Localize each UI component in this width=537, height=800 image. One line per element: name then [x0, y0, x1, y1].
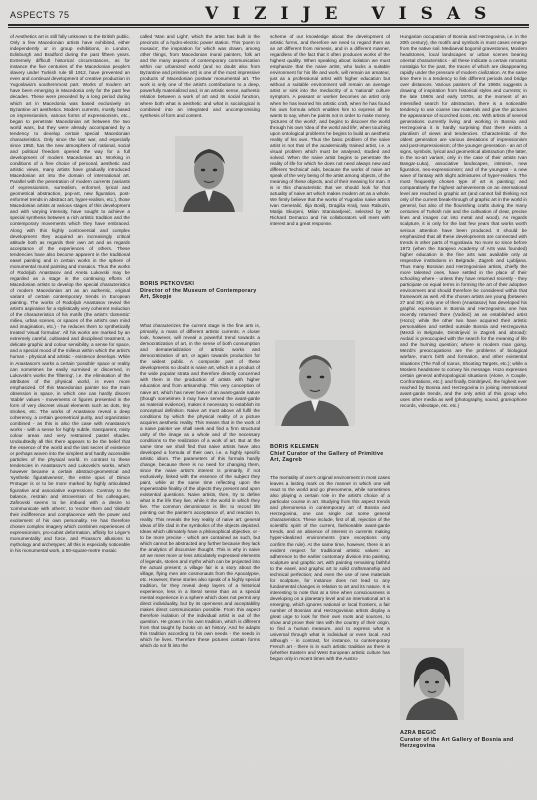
column-2-bottom-text: What characterizes the current stage in the fine arts is, primarily, a mass of different artistic currents. A closer look, however, will reveal a powerful trend towards a democratization of art, in the sense of both consumption and dematerialization of artistic works and democratization of art, or again towards production for the widest public. A composite part of these developments no doubt is naive art, which is a product of the wide popular strata and therefore directly concerned with them in the production of artists with higher education and from artisanship. This very conception of naive art, which has never been of an avant-garde nature (though sometimes it may have served the avant-garde as material evidence), makes it necessary to establish its conceptual definition. Naive art must above all fulfil the conditions by which the physical reality of a picture acquires aesthetic reality. This means that in the work of a naive painter we shall seek and find a firm structural unity of the image as a whole and of the necessary conditions to the realization of a work of art. But at the same time we shall find that naive artists have also developed a formula of their own, i.e. a highly specific artistic idiom. The parameters of this formula hardly change, because there is no need for changing them, since the naive artist's interest is primarily, if not exclusively, linked with the essence of the subject they paint, while at the same time reflecting upon the impenetrable finality of the objects they present and upon existential questions. Naive artists, then, try to define what is the life they live, while it the world in which they live. The common denominator is life: to record life pointing out the painter's acceptance of, and reaction to, reality. This reveals the key reality of naive art: general ideas of life clad in the symbolics of the objects depicted. Ideas which ultimately have a philosophical objective, or - to be more precise - which are contained as such, but which cannot be abstracted any further because they lack the analytics of discursive thought. This is why in naive art we meet more or less articulately expressed elements of legends, stories and myths which can be projected into the actual present; a village fair is a story about the village, flying men are cosmonauts from the Apocalypse, etc. However, these stories also speak of a highly special tradition, for they reveal deep layers of a historical experience, less in a literal sense than as a special mental experience in a sphere which does not permit any direct individuality, but by its openness and acceptability makes direct communication possible. From this aspect therefore isolation of the individual artist is out of the question. He grows in his own tradition, which is different from that taught by books on art history. And he adapts this tradition according to his own needs - the needs in which he lives. Therefore these pictures contain forms which do not fit into the: [140, 323, 260, 649]
section-label: ASPECTS 75: [10, 10, 70, 20]
article-column-3-bottom: [270, 475, 390, 798]
column-1-text: of Aesthetics art is still fully unknown to the British public. Only a few Macedonian artists have exhibited, either independently or in group exhibitions, in London, Edinburgh and Bradford during the past fifteen years. Extremely difficult historical circumstances, as for instance the five centuries of the Macedonian people's slavery under Turkish rule till 1912, have prevented an even and continual development of creative production in Yugoslavia's southernmost part. Works of modern art have been emerging in Macedonia only for the past few decades. These were preceded by a long period during which art in Macedonia was based exclusively on Byzantine art aesthetics. Modern currents, mostly based on impressionism, various forms of expressionism, etc., began to penetrate Macedonian art between the two world wars, but they were already accompanied by a tendency to develop certain special Macedonian characteristics. Only since the last war, and especially since 1950, has the new atmosphere of national, social and political freedom opened the way for a full development of modern Macedonian art. Working in conditions of a free choice of personal, aesthetic and artistic views, many artists have gradually introduced Macedonian art into the domain of international art. Parallel with the penetration of modern currents (variants of expressionism, surrealism, enformel, lyrical and geometrical abstraction, pop-art, new figuration, post-enformel trends in abstract art, hyper-realism, etc.), those Macedonian artists at various stages of this development and with varying intensity, have sought to achieve a special synthesis between a rich artistic tradition and the contemporary movements which they have embraced. Along with this highly controversial and complex development they acquired an increasingly critical attitude both as regards their own art and as regards acceptance of the experiences of others. These tendencies have also become apparent in the traditional easel painting and in certain works in the sphere of monumental mural painting and mosaics. Thus the works of Rodoljub Anastasov and Aneta Lukovski may be regarded as a stage in the continuing efforts of Macedonian artists to develop the special characteristics of modern Macedonian art as an authentic, original variant of certain contemporary trends in European painting. The works of Rodoljub Anastasov reveal the artist's aspiration for a stylistically very coherent reduction of the characteristics of his motifs (the artist's 'domestic' milieu, urban scenes, or spaces of the artist's own mind and imagination, etc.) - he reduces them to synthetically treated 'visual formulas'. All his works are marked by an extremely careful, cultivated and disciplined treatment, a delicate graphic and colour sensibility, a sense for space, and a special mood of the milieus within which the artist's human - physical and artistic - existence develops. While in Anastasov's works a certain 'possible' space or reality can sometimes be easily surmised or discerned, in Lukovski's works the 'filtering', i.e. the elimination of the attributes of the physical world, is even more emphasized. Of this Macedonian painter too the main obsession is space, in which one can hardly discern 'stable' values - movements or figures presented in the form of very discreet visual elements such as dots, tiny strokes, etc. The works of Anastasov reveal a deep coherency, a certain geometrical purity, and organization combined - as this is also the case with Anastasov's works - with a sense for highly subtle, transparent, misty colour areas and very restrained pastel shades. Undoubtedly all this there appears to be the belief that the essence of the world and the last secret of existence or perhaps woven into the simplest and hardly accessible particles of the physical world. In contrast to these tendencies in Anastasov's and Lukovski's works, which however became a certain abstract-geometrical and 'synthetic figurativeness', the entire opus of Dimce Protuger is or to be more marked by highly articulated figurative and associative expressions. Contrary to the balance, restrain and introversion of his colleagues, Zafirovski seems to be imbued with a desire to 'communicate with others', to 'excite' them and 'disturb' their indifference and complacence with the power and excitement of his own personality. He has therefore chosen complex imagery which combines experiences of expressionism, pro-cubist deformation, affinity for Léger's monumentality and force, and Picasso's allusions to mythology and archetypes; all this is especially noticeable in his monumental work, a 50-square-metre mosaic: [10, 34, 130, 553]
caption-petkovski: [140, 281, 260, 301]
column-2-top-text: called 'Man and Light', which the artist has built in the precincts of a hydro-electric power station. This 'poem in mosaics', the inspiration for which was drawn, among other things, from Macedonian mural painters, folk art and the many aspects of contemporary communication within our urbanized world (and no doubt also from Byzantine and primitive art) is one of the most impressive products of Macedonian postwar monumental art. The work is only one of the artist's contributions to a deep, powerfully materialized and, in an artistic sense, authentic relation between a work of art and its social function, where both what is aesthetic and what is sociological is combined into an integrated and uncompromising synthesis of form and content.: [140, 34, 260, 118]
caption-begic-role: Curator of the Art Gallery of Bosnia and Herzegovina: [400, 736, 514, 750]
caption-begic-name: AZRA BEGIĆ: [400, 730, 437, 736]
column-3-top-text: scheme of our knowledge about the development of artistic forms, and therefore we need to regard them as an art different from mimesis, and in a different manner, regardless of the fact that it often produces works of the highest quality. When speaking about isolation we must emphasize that the naive artist, who lacks a suitable environment for his life and work, will remain an amateur, just as a professional artist with higher education but without a suitable environment will remain an average artist or sink into the mediocrity of a 'national' culture symptom. A peasant or worker becomes an artist only when he has learned his artistic craft, when he has found his own formula which enables him to express all he wants to say, when he paints not in order to make money, 'pictures of the world', and begins to discover the world through his own 'idea of the world and life', when touching upon ontological problems he begins to build an aesthetic reality of his own. Thus the basic problem of the naive artist is not that of the academically trained artist, i.e. a visual problem which must be analysed, studied and solved. When the naive artist begins to penetrate the reality of life for which he does not need always new and different 'technical' aids, because the works of naive art speak of the very being of the artist among objects, of the meaning of these objects, and of their meaning for man. It is in this characteristic that we should look for that actuality of naive art which makes modern art as a whole. We firmly believe that the works of Yugoslav naive artists Ivan Generalić, Ilija Bosilj, Dragiša Kralj, Ivan Rabuzin, Matija Skurjeni, Milan Stanisavljević, selected by Mr Richard Demarco and his collaborators will meet with interest and a great response.: [270, 34, 390, 227]
article-column-2-top: [140, 34, 260, 132]
caption-kelemen: [270, 444, 395, 464]
caption-kelemen-name: BORIS KELEMEN: [270, 444, 319, 450]
portrait-petkovski: [175, 136, 243, 212]
column-3-bottom-text: The mentality of one's original environment in most cases leaves a lasting mark on the manner in which one will react to the world and go phenomena, while sometimes also playing a certain role in the artist's choice of a particular course in art. Studying from this aspect trends and phenomena in contemporary art of Bosnia and Herzegovina, one can single out some general characteristics. These include, first of all, rejection of the scientific spirit of the current, fashionable avant-garde trends, and an absence of interest in currents making hyper-idealized environments (rare exceptions only confirm the rule). At the same time, however, there is an evident respect for traditional artistic values: an adherence to the earlier customary division into painting, sculpture and graphic art, with painting remaining faithful to the easel, and graphic art to solid craftsmanship and technical perfection; and even the use of new materials for sculpture, for instance does not lead to any fundamental changes in relation to art and its nature. It is interesting to note that at a time when consciousness is developing on a planetary level and an international art is emerging, which ignores national or local frontiers, a fair number of Bosnian and Herzegovinian artists display a great urge to look for their own roots and sources, to show and prove their ties with the country of their origin, to find a human measure, and to express what is universal through what is individual or even local. And although - in contrast, for instance, to contemporary French art - there is in such artistic tradition as there is (whether Eastern and West European artistic culture has begun only in recent times with the Austro-: [270, 475, 390, 662]
article-column-4: [400, 34, 527, 640]
page-title: VIZIJE VISAS: [205, 4, 501, 24]
column-4-text: Hungarian occupation of Bosnia and Herzegovina, i.e. in the 20th century), the motifs and symbols in most cases emerge from the native soil. Mediaeval bogomil gravestones, Moslem headstones, local landscapes or urban scenes bearing oriental characteristics - all these indicate a certain romantic nostalgia for the past, the traces of which are disappearing rapidly under the pressure of modern civilization. At the same time there is a tendency to link different periods and bridge over distances. Various painters of the 1960s suggests a drawing of inspiration from historical styles and currents; in the late 1960s and early 1970s, at the moment of an intensified search for abstraction, there is a noticeable tendency to use coarse raw materials and give the pictures the appearance of scorched icons, etc. With artists of several generations currently living and working in Bosnia and Herzegovina it is hardly surprising that there exists a pluralism of views and tendencies. Characteristic of the oldest generation are various deviations of impressionism and post-impressionism; of the younger generation - an art of signs, symbols, lyrical and geometrical abstraction (the latter, in the so-art variant, only in the case of their artists Ivan Bangar-Luka), associative landscapes, intimism, new figuration, neo-expressionism; and of the youngest - a new wave of fantasy with slight admixtures of hyper-realism. The most frequently chosen type of art is painting; and comparatively the highest achievements on an international level are reached in graphic art (and cannot fail thinking not only of the current break-through of graphic art in the world in general, but also of the flourishing crafts during the many centuries of Turkish rule and the cultivation of clear, precise lines and images cut into metal and wood). As regards sculpture, it is only for the last few years that works worth serious attention have been produced. It should be emphasized that all these developments are connected with trends in other parts of Yugoslavia. No more so since before 1972 (when the Sarajevo Academy of Arts was founded) higher education in the fine arts was available only at respective institutions in Belgrade, Zagreb and Ljubljana. Thus many Bosnian and Herzegovinian artists, chiefly the more talented ones, have settled in the place of their schooling where - unless they have returned recently - they participate on equal terms in forming the art of their adoptive environment and should therefore be considered within that framework as well. All the chosen artists are young (between 27 and 39): only one of them (Anastasov) has developed his graphic expression in Bosnia and Herzegovina; one has recently returned there (Vodinić) as an established artist (Hozo); while the other two have acquired their artistic personalities and settled outside Bosnia and Herzegovina (Mezdi in Belgrade, Dimitrijević in Zagreb and abroad): Avdaić is preoccupied with the search for the meaning of life and the burning question; where is modern man going. Mezdi's preoccupations are the problems of biological warfare, man's birth and formation, and other existential situations (The Fall of Icarus, Shooting Targets, etc.); while a Moslem headstone to convey his message. Hozo expresses certain general anthropological situations (Alone, A Couple, Confrontations, etc.); and finally, Dimitrijević, the highest ever reached by Bosnia and Herzegovina in joining international avant-garde trends, and the only artist of this group who uses other media as well (photography, sound, gramophone records, videotape, etc. etc.): [400, 34, 527, 408]
header-rule-thin: [8, 27, 529, 28]
caption-petkovski-name: BORIS PETKOVSKI: [140, 281, 195, 287]
caption-begic: [400, 730, 525, 750]
header-rule: [8, 24, 529, 26]
caption-kelemen-role: Chief Curator of the Gallery of Primitive Art, Zagreb: [270, 450, 384, 464]
article-column-1: [10, 34, 130, 794]
portrait-kelemen: [275, 340, 355, 426]
portrait-begic: [400, 648, 464, 720]
article-column-2-bottom: [140, 323, 260, 798]
caption-petkovski-role: Director of the Museum of Contemporary Art, Skopje: [140, 287, 257, 301]
